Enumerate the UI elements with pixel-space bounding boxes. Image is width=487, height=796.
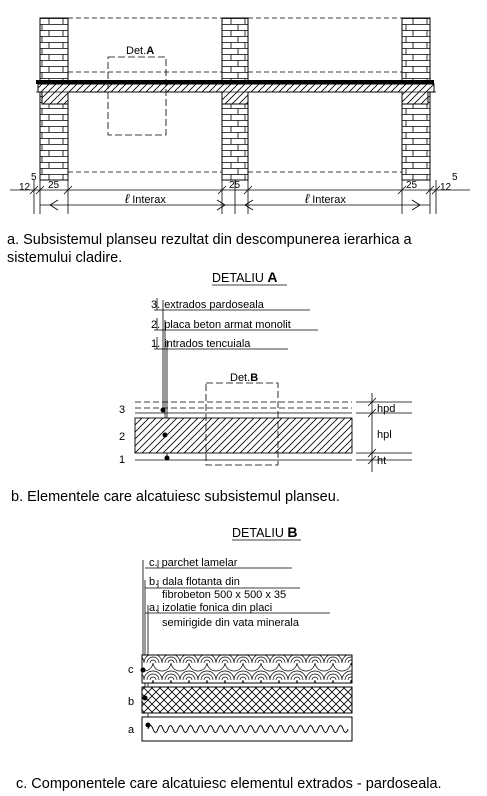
dim-25-right: 25 [406, 180, 418, 191]
detail-b-label: Det.B [230, 372, 259, 384]
dim-25-left: 25 [48, 180, 60, 191]
span-label-left: ℓ Interax [125, 191, 166, 206]
section-b-detail-a [11, 269, 412, 505]
layer-2-label: 2. placa beton armat monolit [151, 319, 291, 331]
extrados-layers [142, 655, 352, 741]
row-label-3: 3 [119, 404, 126, 416]
layer-b-label: b. dala flotanta din [149, 576, 240, 588]
dim-hpl: hpl [377, 429, 392, 441]
section-a-building-section [7, 18, 470, 266]
caption-c: c. Componentele care alcatuiesc elementul extrados - pardoseala. [16, 776, 442, 792]
layer-a-label: a. izolatie fonica din placi [149, 602, 273, 614]
detail-b-title: DETALIU B [232, 524, 298, 540]
dim-ht: ht [377, 455, 387, 467]
dim-left-12: 12 [19, 182, 31, 193]
detail-a-marker-box [108, 57, 166, 135]
row-label-b: b [128, 696, 135, 708]
layer-b-label-line2: fibrobeton 500 x 500 x 35 [162, 589, 287, 601]
caption-a-line2: sistemului cladire. [7, 250, 123, 266]
row-label-a: a [128, 724, 135, 736]
dim-right-12: 12 [440, 182, 452, 193]
floor-slab [36, 80, 436, 104]
detail-a-title: DETALIU A [212, 269, 278, 285]
layer-a-label-line2: semirigide din vata minerala [162, 617, 299, 629]
dim-left-5: 5 [31, 172, 37, 183]
row-label-2: 2 [119, 431, 126, 443]
caption-a-line1: a. Subsistemul planseu rezultat din descompunerea ierarhica a [7, 232, 412, 248]
row-label-1: 1 [119, 454, 126, 466]
dim-25-middle: 25 [229, 180, 241, 191]
detail-a-label: Det.A [126, 45, 155, 57]
layer-c-label: c. parchet lamelar [149, 557, 238, 569]
section-c-detail-b [16, 524, 442, 792]
caption-b: b. Elementele care alcatuiesc subsistemul planseu. [11, 489, 340, 505]
slab-layers [135, 402, 352, 460]
dim-right-5: 5 [452, 172, 458, 183]
layer-1-label: 1. intrados tencuiala [151, 338, 251, 350]
span-label-right: ℓ Interax [305, 191, 346, 206]
row-label-c: c [128, 664, 134, 676]
layer-3-label: 3. extrados pardoseala [151, 299, 264, 311]
dim-hpd: hpd [377, 403, 396, 415]
